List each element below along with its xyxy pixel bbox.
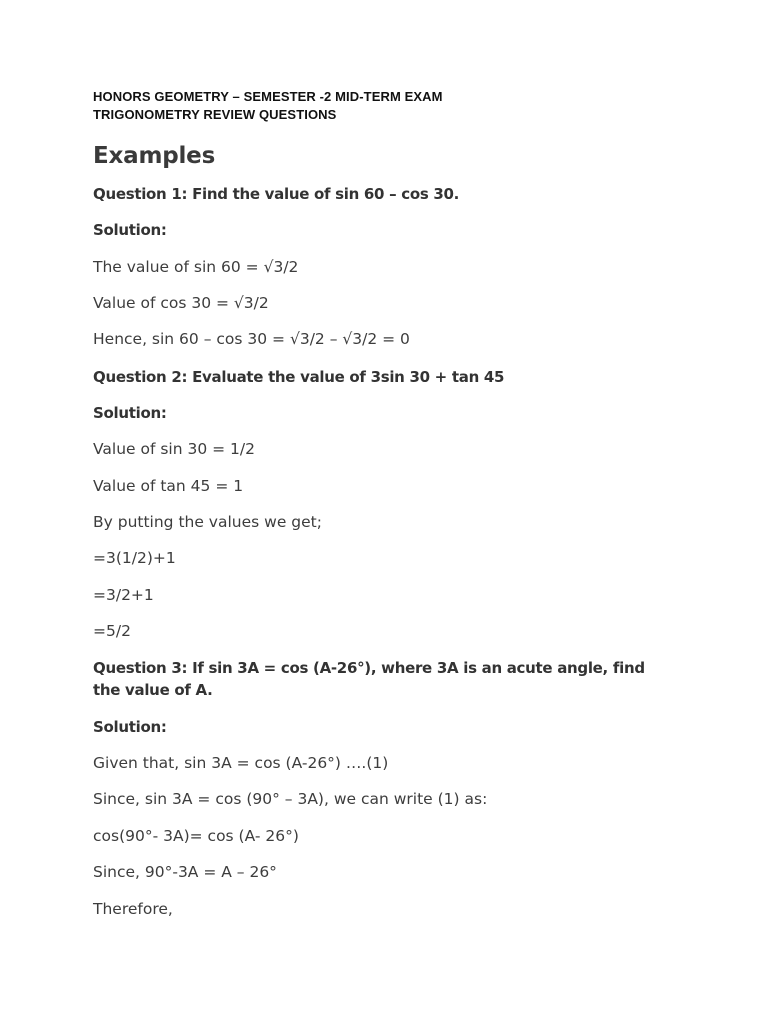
question-2-solution-label: Solution: [93, 404, 167, 422]
paragraph-line: The value of sin 60 = √3/2 [93, 258, 299, 276]
question-2-text: Question 2: Evaluate the value of 3sin 30 + tan 45 [93, 368, 505, 386]
paragraph-line: Since, 90°-3A = A – 26° [93, 863, 277, 881]
paragraph-line: Hence, sin 60 – cos 30 = √3/2 – √3/2 = 0 [93, 330, 410, 348]
question-3-text: Question 3: If sin 3A = cos (A-26°), where 3A is an acute angle, find the value of A. [93, 659, 645, 699]
paragraph-line: Therefore, [93, 900, 173, 918]
exam-header-line-1: HONORS GEOMETRY – SEMESTER -2 MID-TERM EXAM [93, 89, 443, 104]
paragraph-line: =5/2 [93, 622, 131, 640]
paragraph-line: By putting the values we get; [93, 513, 322, 531]
question-1-solution-label: Solution: [93, 221, 167, 239]
paragraph-line: Value of tan 45 = 1 [93, 477, 244, 495]
question-3-solution-label: Solution: [93, 718, 167, 736]
section-title: Examples [93, 143, 216, 169]
question-1-text: Question 1: Find the value of sin 60 – cos 30. [93, 185, 460, 203]
paragraph-line: Since, sin 3A = cos (90° – 3A), we can write (1) as: [93, 790, 488, 808]
paragraph-line: =3/2+1 [93, 586, 154, 604]
paragraph-line: Given that, sin 3A = cos (A-26°) ….(1) [93, 754, 389, 772]
exam-header-line-2: TRIGONOMETRY REVIEW QUESTIONS [93, 107, 337, 122]
paragraph-line: Value of cos 30 = √3/2 [93, 294, 269, 312]
paragraph-line: Value of sin 30 = 1/2 [93, 440, 256, 458]
paragraph-line: =3(1/2)+1 [93, 549, 176, 567]
paragraph-line: cos(90°- 3A)= cos (A- 26°) [93, 827, 299, 845]
